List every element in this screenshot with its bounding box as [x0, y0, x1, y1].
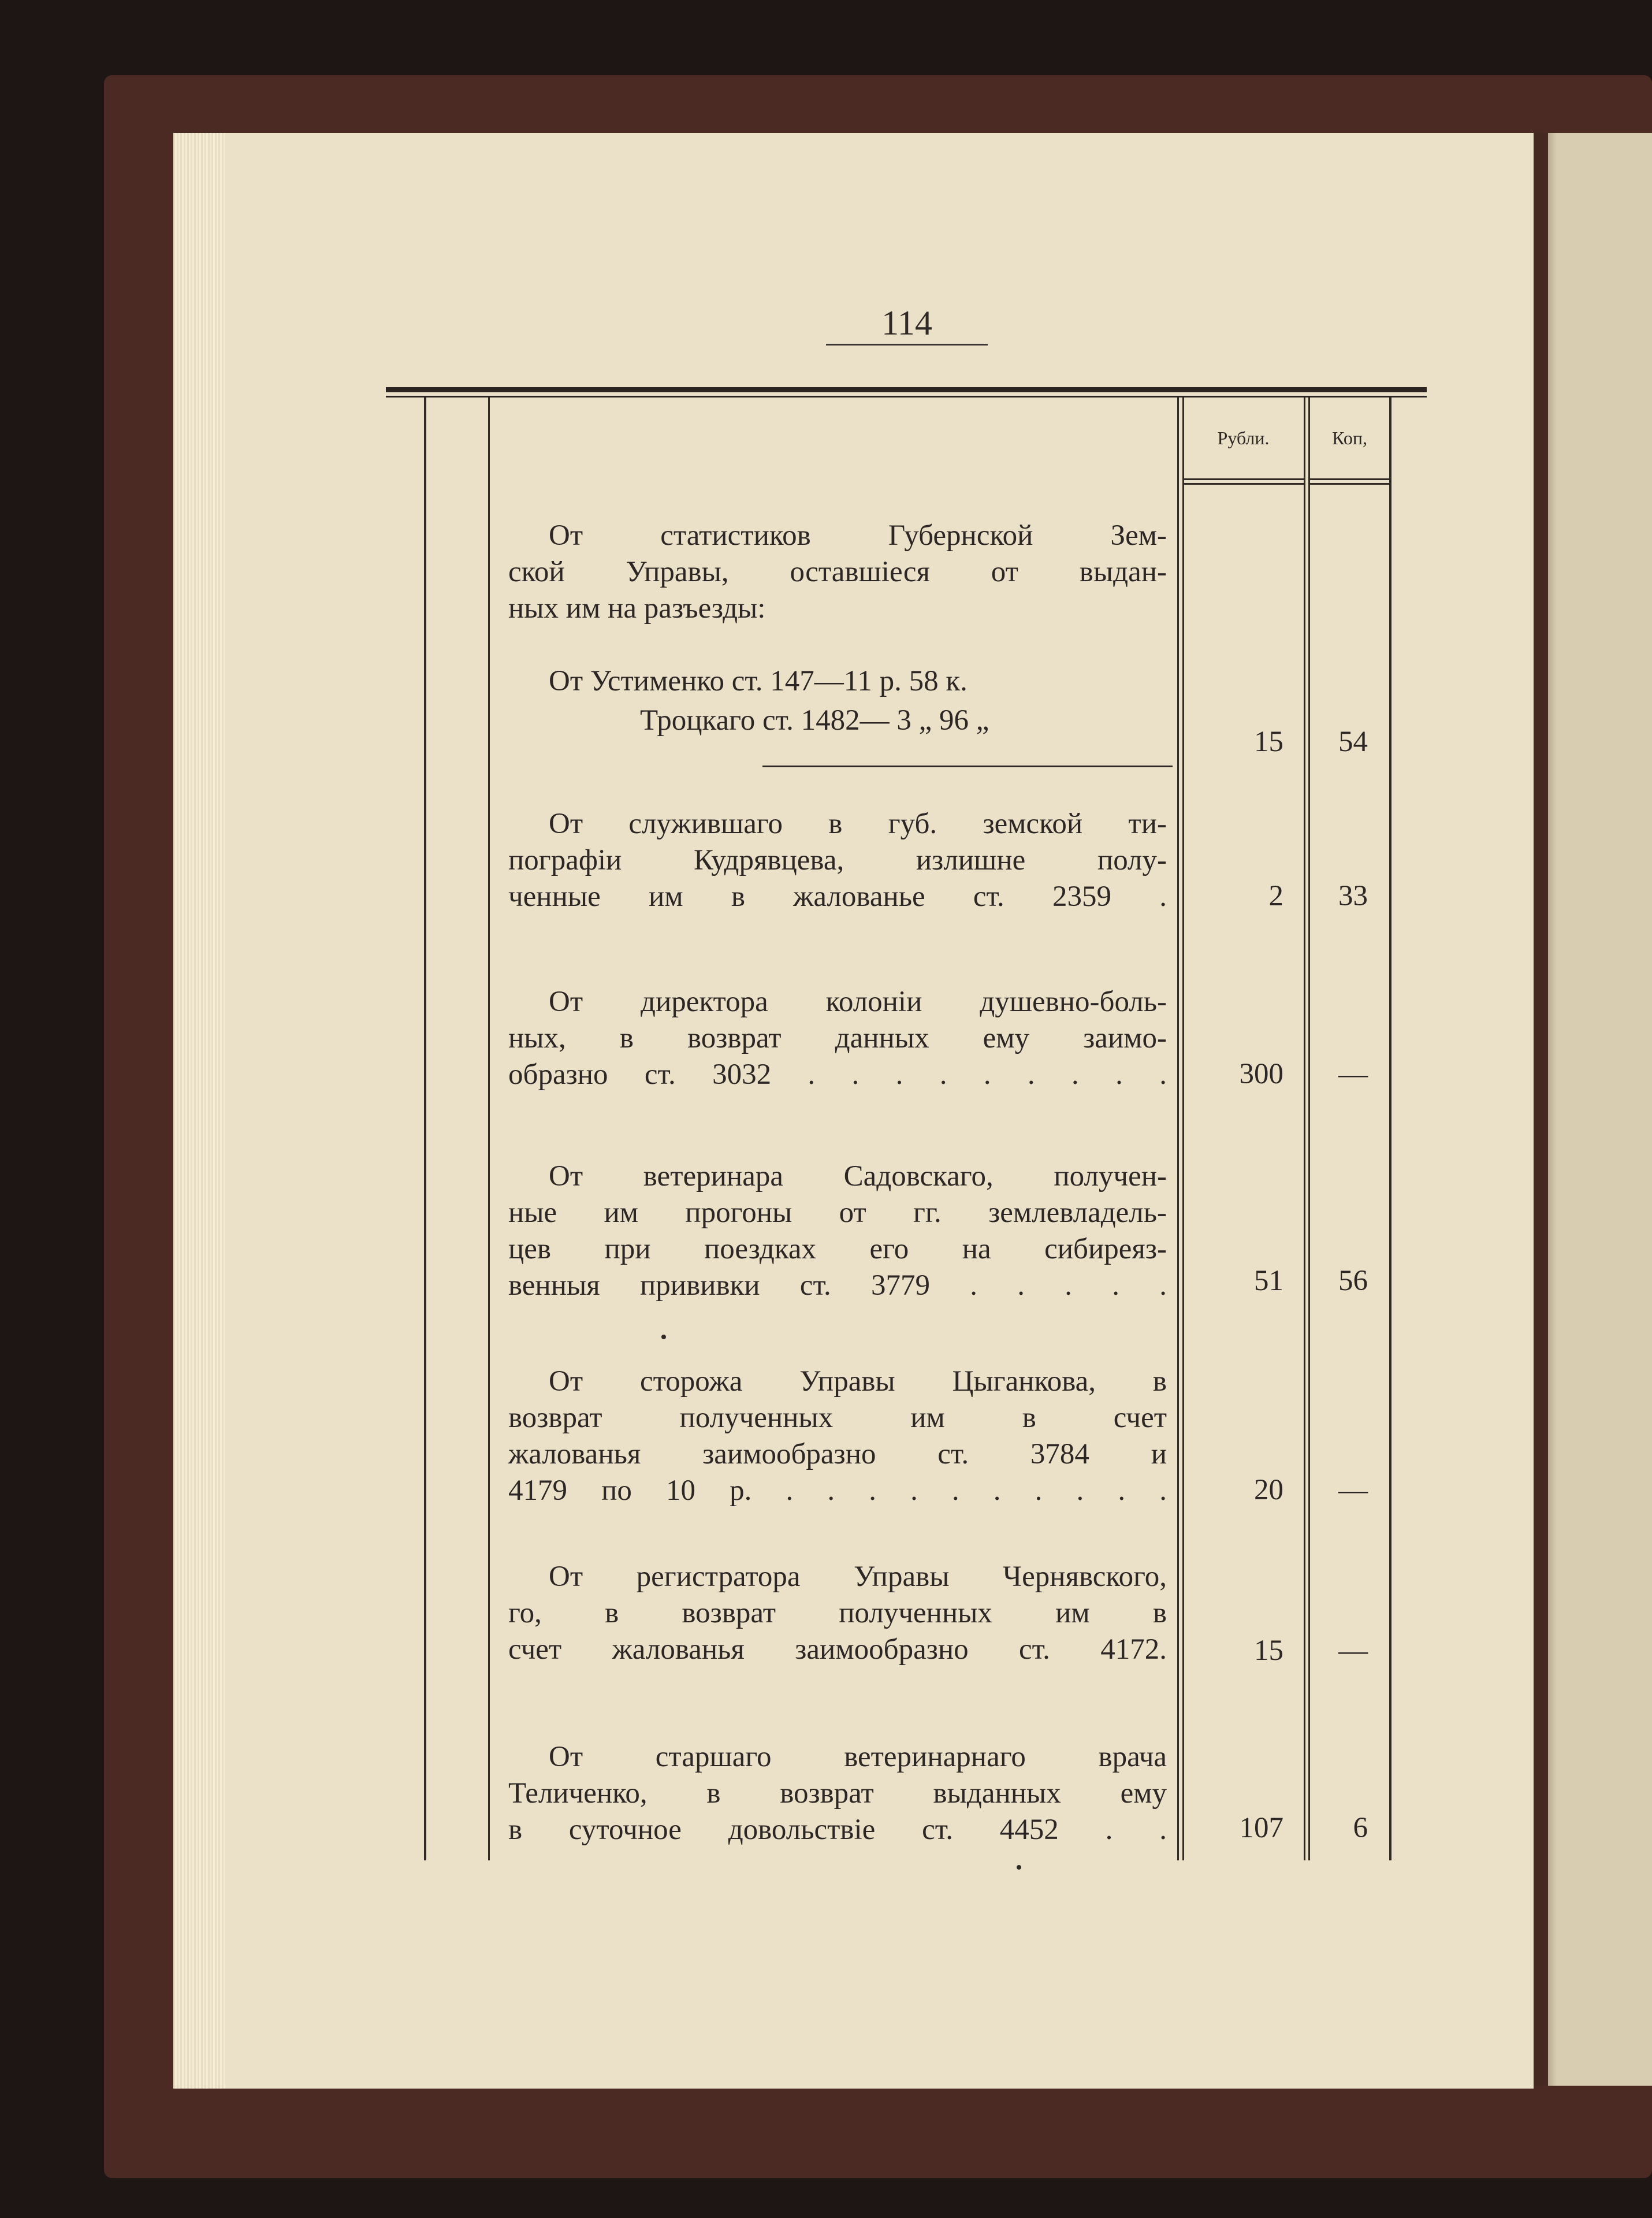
rubles-value: 107 [1239, 1812, 1283, 1844]
rubles-value: 300 [1239, 1058, 1283, 1090]
entry-kudryavtsev [508, 806, 1167, 915]
entry-line: От сторожа Управы Цыганкова, в [549, 1365, 1167, 1398]
kopecks-value: — [1338, 1634, 1368, 1667]
entry-line: цев при поездках его на сибиреяз- [508, 1233, 1167, 1265]
entry-sadovsky [508, 1158, 1167, 1304]
kopecks-value: — [1338, 1058, 1368, 1090]
sub-entry-ustimenko: От Устименко ст. 147—11 р. 58 к. [549, 665, 968, 697]
entry-line: венныя прививки ст. 3779 . . . . . [508, 1269, 1167, 1302]
entry-line: От статистиков Губернской Зем- [549, 519, 1167, 552]
stray-dot [661, 1335, 666, 1339]
kopecks-value: 56 [1338, 1265, 1368, 1297]
header-rule-thick [386, 387, 1427, 392]
page-number-underline [826, 344, 988, 345]
entry-line: жалованья заимообразно ст. 3784 и [508, 1438, 1167, 1470]
entry-line: го, в возврат полученных им в [508, 1597, 1167, 1629]
entry-line: ных, в возврат данных ему заимо- [508, 1022, 1167, 1054]
rubles-value: 20 [1254, 1474, 1283, 1506]
entry-line: Теличенко, в возврат выданных ему [508, 1777, 1167, 1810]
entry-line: образно ст. 3032 . . . . . . . . . [508, 1058, 1167, 1091]
page-number: 114 [881, 304, 932, 342]
entry-line: От регистратора Управы Чернявского, [549, 1561, 1167, 1593]
column-header-rule [1182, 478, 1304, 480]
entry-line: ченные им в жалованье ст. 2359 . [508, 880, 1167, 913]
entry-line: счет жалованья заимообразно ст. 4172. [508, 1633, 1167, 1666]
margin-column-line [488, 397, 490, 1860]
facing-page-edge [1548, 133, 1652, 2086]
right-border [1389, 397, 1391, 1860]
entry-line: ных им на разъезды: [508, 592, 766, 625]
kopecks-value: — [1338, 1474, 1368, 1506]
entry-line: От служившаго в губ. земской ти- [549, 808, 1167, 840]
entry-statisticians [508, 518, 1167, 627]
entry-chernyavsky [508, 1559, 1167, 1668]
stray-dot-bottom [1017, 1865, 1021, 1870]
kopecks-value: 54 [1338, 726, 1368, 758]
column-header-rule-b [1182, 483, 1304, 485]
sub-entry-trotskago: Троцкаго ст. 1482— 3 „ 96 „ [640, 704, 989, 737]
entry-line: ные им прогоны от гг. землевладель- [508, 1197, 1167, 1229]
rubles-column-header: Рубли. [1217, 428, 1270, 448]
rubles-value: 2 [1268, 880, 1283, 912]
entry-line: возврат полученных им в счет [508, 1402, 1167, 1434]
header-rule-thin [386, 396, 1427, 397]
column-header-rule-d [1308, 483, 1389, 485]
sub-total-rule [762, 766, 1173, 767]
kopecks-value: 33 [1338, 880, 1368, 912]
entry-line: От ветеринара Садовскаго, получен- [549, 1160, 1167, 1192]
entry-line: ской Управы, оставшiеся от выдан- [508, 556, 1167, 588]
kopecks-column-line-a [1304, 397, 1305, 1860]
entry-line: От директора колонiи душевно-боль- [549, 986, 1167, 1018]
entry-line: От старшаго ветеринарнаго врача [549, 1741, 1167, 1773]
page-stack-edges [173, 133, 225, 2089]
entry-line: 4179 по 10 р. . . . . . . . . . . [508, 1474, 1167, 1507]
kopecks-value: 6 [1353, 1812, 1368, 1844]
column-header-rule-c [1308, 478, 1389, 480]
rubles-value: 51 [1254, 1265, 1283, 1297]
entry-line: пографiи Кудрявцева, излишне полу- [508, 844, 1167, 876]
entry-line: в суточное довольствiе ст. 4452 . . [508, 1814, 1167, 1846]
rubles-value: 15 [1254, 1634, 1283, 1667]
gutter-shadow [1534, 133, 1557, 2086]
rubles-column-line-a [1177, 397, 1179, 1860]
entry-tsygankov [508, 1364, 1167, 1509]
entry-telichenko [508, 1739, 1167, 1848]
kopecks-column-header: Коп, [1332, 428, 1367, 448]
entry-colony-director [508, 984, 1167, 1093]
left-border [424, 397, 426, 1860]
rubles-value: 15 [1254, 726, 1283, 758]
